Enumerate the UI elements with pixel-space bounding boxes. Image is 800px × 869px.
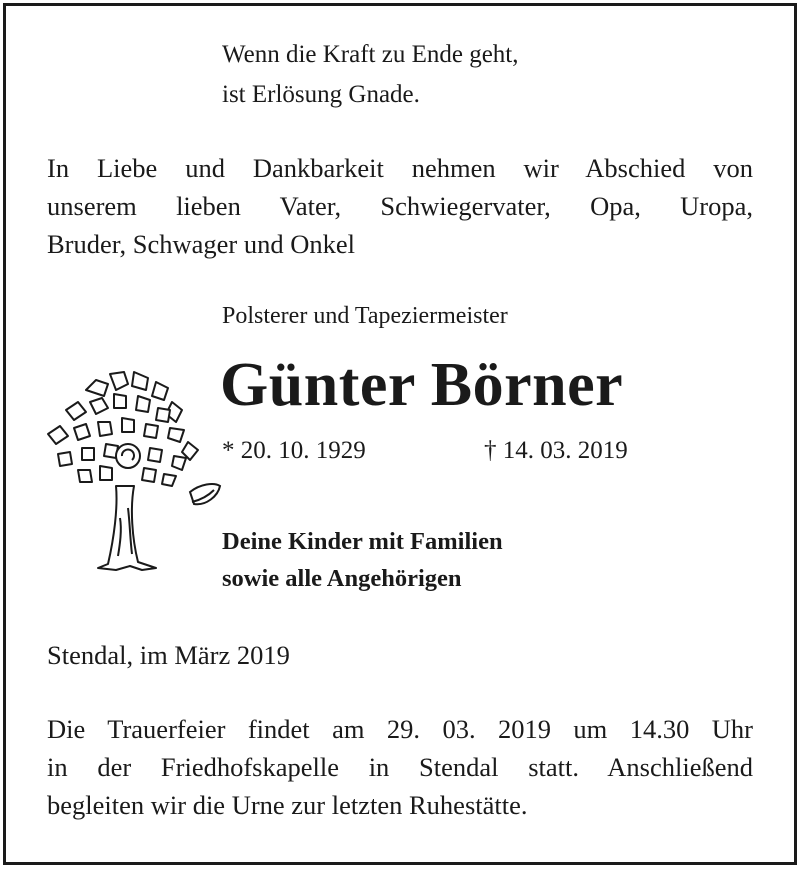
mourners-line-1: Deine Kinder mit Familien — [222, 528, 503, 555]
motto-line-2: ist Erlösung Gnade. — [222, 81, 420, 108]
motto-line-1: Wenn die Kraft zu Ende geht, — [222, 41, 519, 68]
mourners-line-2: sowie alle Angehörigen — [222, 565, 462, 592]
service-line-2: in der Friedhofskapelle in Stendal statt. Anschließend — [47, 752, 753, 782]
profession: Polsterer und Tapeziermeister — [222, 303, 508, 329]
place-date: Stendal, im März 2019 — [47, 640, 290, 670]
deceased-name: Günter Börner — [220, 351, 624, 419]
intro-line-2: unserem lieben Vater, Schwiegervater, Opa, Uropa, — [47, 191, 753, 221]
intro-line-3: Bruder, Schwager und Onkel — [47, 229, 356, 259]
intro-line-1: In Liebe und Dankbarkeit nehmen wir Abschied von — [47, 153, 753, 183]
death-date: † 14. 03. 2019 — [484, 437, 628, 464]
service-line-1: Die Trauerfeier findet am 29. 03. 2019 um 14.30 Uhr — [47, 714, 753, 744]
service-line-3: begleiten wir die Urne zur letzten Ruhestätte. — [47, 790, 528, 820]
birth-date: * 20. 10. 1929 — [222, 437, 366, 464]
tree-icon — [38, 368, 228, 578]
falling-leaf-icon — [190, 484, 220, 504]
